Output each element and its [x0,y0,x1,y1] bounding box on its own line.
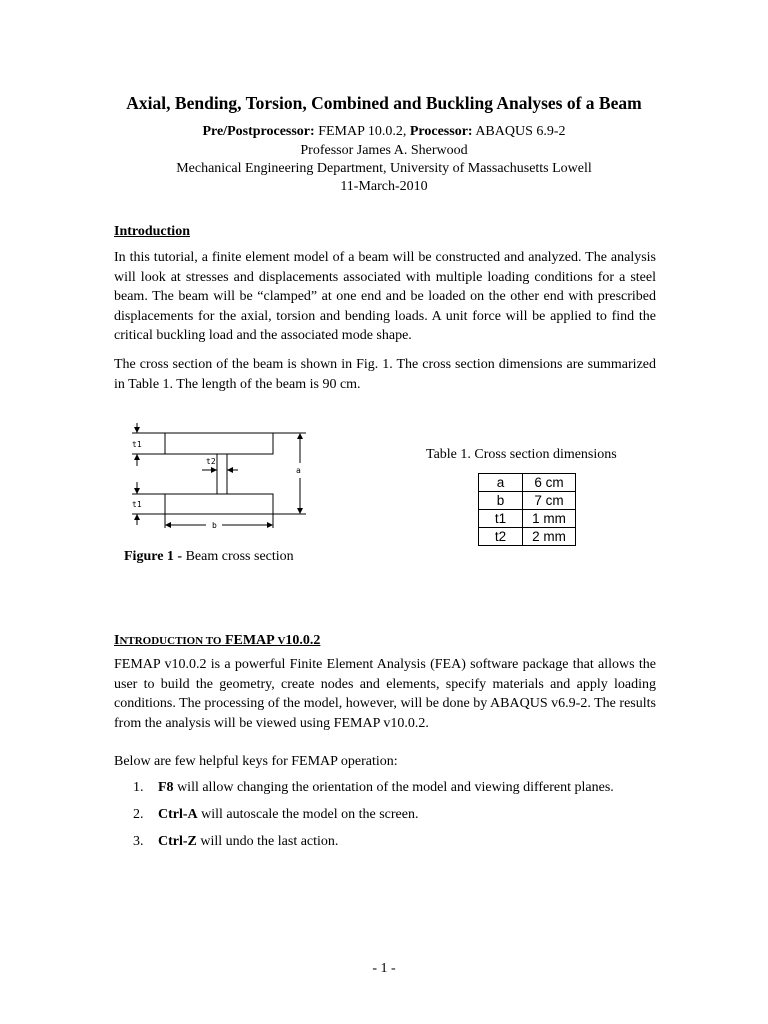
processor-label: Processor: [409,124,473,139]
introduction-paragraph-1: In this tutorial, a finite element model of a beam will be constructed and analyzed. The analysis will look at stresses and displacements associated with multiple loading conditions for a steel beam. The beam will be “clamped” at one end and be loaded on the other end with prescribed displacements for the axial, torsion and bending loads. A unit force will be applied to find the critical buckling load and the associated mode shape. [114,250,656,343]
preprocessor-label: Pre/Postprocessor: [202,124,315,139]
table-cell-value: 1 mm [523,510,576,528]
table-cell-value: 6 cm [523,474,576,492]
figure-caption-text: Beam cross section [182,549,294,564]
top-flange [165,433,273,454]
heading-part: V [277,635,286,647]
label-t1-top: t1 [132,440,142,449]
introduction-heading: Introduction [114,224,190,239]
helpful-keys-list [133,779,614,860]
table-cell-key: t1 [479,510,523,528]
femap-intro-paragraph: FEMAP v10.0.2 is a powerful Finite Element Analysis (FEA) software package that allows the user to build the geometry, create nodes and elements, specify materials and apply loading conditions. The processing of the model, however, will be done by ABAQUS v6.9-2. The results from the analysis will be viewed using FEMAP v10.0.2. [114,657,656,731]
list-item-number: 1. [133,780,144,795]
label-b: b [212,521,217,528]
date: 11-March-2010 [340,179,428,194]
table-cell-key: b [479,492,523,510]
heading-part: I [114,633,120,648]
key-description: will allow changing the orientation of the model and viewing different planes. [173,780,614,795]
table-cell-key: a [479,474,523,492]
label-a: a [296,466,301,475]
page-number: - 1 - [372,961,396,976]
table-row [479,474,576,492]
key-name: F8 [158,780,174,795]
web [217,454,227,494]
helpful-keys-intro: Below are few helpful keys for FEMAP operation: [114,754,398,769]
femap-intro-heading [114,632,320,650]
heading-part: 10.0.2 [285,633,321,648]
processor-value: ABAQUS 6.9-2 [475,124,566,139]
bottom-flange [165,494,273,514]
figure-caption [124,548,294,566]
table-cell-value: 2 mm [523,528,576,546]
introduction-paragraph-2: The cross section of the beam is shown in Fig. 1. The cross section dimensions are summarized in Table 1. The length of the beam is 90 cm. [114,357,656,392]
table-row [479,492,576,510]
software-line [0,123,768,141]
label-t1-bottom: t1 [132,500,142,509]
table-row [479,510,576,528]
list-item-number: 2. [133,807,144,822]
list-item [133,779,614,806]
affiliation: Mechanical Engineering Department, University of Massachusetts Lowell [176,161,592,176]
key-name: Ctrl-A [158,807,198,822]
table-cell-value: 7 cm [523,492,576,510]
key-description: will autoscale the model on the screen. [197,807,419,822]
list-item [133,833,614,860]
figure-caption-label: Figure 1 - [124,549,183,564]
list-item-number: 3. [133,834,144,849]
heading-part: NTRODUCTION TO [119,635,222,647]
key-description: will undo the last action. [196,834,339,849]
cross-section-dimensions-table [478,473,576,546]
preprocessor-value: FEMAP 10.0.2, [318,124,407,139]
author: Professor James A. Sherwood [300,143,468,158]
table-row [479,528,576,546]
table-cell-key: t2 [479,528,523,546]
list-item [133,806,614,833]
table-caption: Table 1. Cross section dimensions [426,447,617,462]
key-name: Ctrl-Z [158,834,197,849]
document-title: Axial, Bending, Torsion, Combined and Buckling Analyses of a Beam [126,93,642,113]
label-t2: t2 [206,457,216,466]
heading-part: FEMAP [221,633,278,648]
beam-cross-section-figure [118,418,318,528]
